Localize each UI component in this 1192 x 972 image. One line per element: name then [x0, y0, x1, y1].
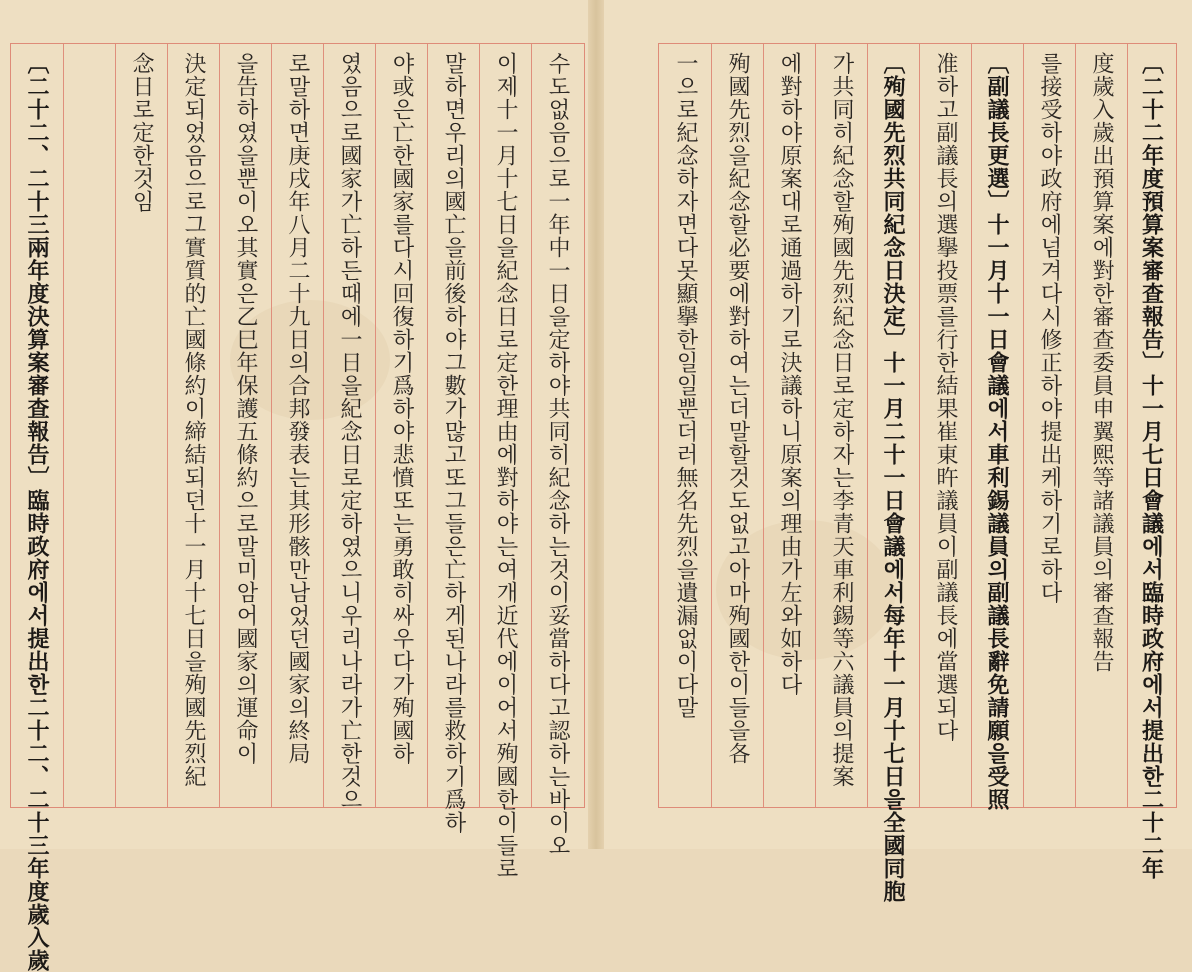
column-text: 殉國先烈을紀念할必要에對하여는더말할것도없고아마殉國한이들을各: [725, 52, 750, 765]
column-text: 로말하면庚戌年八月二十九日의合邦發表는其形骸만남었던國家의終局: [285, 52, 310, 765]
column-text: 야或은亡한國家를다시回復하기爲하야悲憤또는勇敢히싸우다가殉國하: [389, 52, 414, 765]
column-text: 을告하였을뿐이오其實은乙巳年保護五條約으로말미암어國家의運命이: [233, 52, 258, 765]
column-text: 度歲入歲出預算案에對한審查委員申翼熙等諸議員의審查報告: [1089, 52, 1114, 673]
text-column: [1075, 52, 1127, 801]
text-column: [167, 52, 219, 801]
column-text: 〔二十二年度預算案審查報告〕十一月七日會議에서臨時政府에서提出한二十二年: [1138, 52, 1165, 880]
column-text: 一으로紀念하자면다못顯擧한일일뿐더러無名先烈을遺漏없이다말: [673, 52, 698, 719]
text-column: [11, 52, 63, 972]
text-column: [375, 52, 427, 801]
right-page-frame: [658, 43, 1177, 903]
column-text: 가共同히紀念할殉國先烈紀念日로定하자는李青天車利錫等六議員의提案: [829, 52, 854, 788]
text-column: [659, 52, 711, 801]
text-column: [427, 52, 479, 834]
column-rule: [63, 44, 64, 807]
column-text: 를接受하야政府에넘겨다시修正하야提出케하기로하다: [1037, 52, 1062, 604]
text-column: [219, 52, 271, 801]
column-text: 〔二十二、二十三兩年度決算案審查報告〕臨時政府에서提出한二十二、二十三年度歲入歲: [24, 52, 50, 972]
column-text: 였음으로國家가亡하든때에一日을紀念日로定하였으니우리나라가亡한것으: [337, 52, 362, 811]
column-text: 〔副議長更選〕十一月十一日會議에서車利錫議員의副議長辭免請願을受照: [984, 52, 1010, 811]
text-column: [867, 52, 919, 903]
column-text: 決定되었음으로그實質的亡國條約이締結되던十一月十七日을殉國先烈紀: [181, 52, 206, 788]
column-text: 이제十一月十七日을紀念日로定한理由에對하야는여개近代에이어서殉國한이들로: [493, 52, 518, 880]
column-text: 에對하야原案대로通過하기로決議하니原案의理由가左와如하다: [777, 52, 802, 696]
page-fold: [588, 0, 604, 849]
left-page-frame: [10, 43, 585, 972]
column-text: 〔殉國先烈共同紀念日決定〕十一月二十一日會議에서每年十一月十七日을全國同胞: [880, 52, 906, 903]
text-column: [711, 52, 763, 801]
column-text: 수도없음으로一年中一日을定하야共同히紀念하는것이妥當하다고認하는바이오: [545, 52, 570, 857]
text-column: [763, 52, 815, 801]
text-column: [115, 52, 167, 801]
text-column: [815, 52, 867, 801]
text-column: [971, 52, 1023, 811]
column-text: 准하고副議長의選擧投票를行한結果崔東旿議員이副議長에當選되다: [933, 52, 958, 742]
text-column: [919, 52, 971, 801]
text-column: [323, 52, 375, 811]
column-text: 말하면우리의國亡을前後하야그數가많고또그들은亡하게된나라를救하기爲하: [441, 52, 466, 834]
column-text: 念日로定한것임: [129, 52, 154, 213]
text-column: [479, 52, 531, 880]
text-column: [1127, 52, 1176, 880]
text-column: [271, 52, 323, 801]
text-column: [1023, 52, 1075, 801]
right-page: [596, 0, 1192, 903]
text-column: [531, 52, 583, 857]
